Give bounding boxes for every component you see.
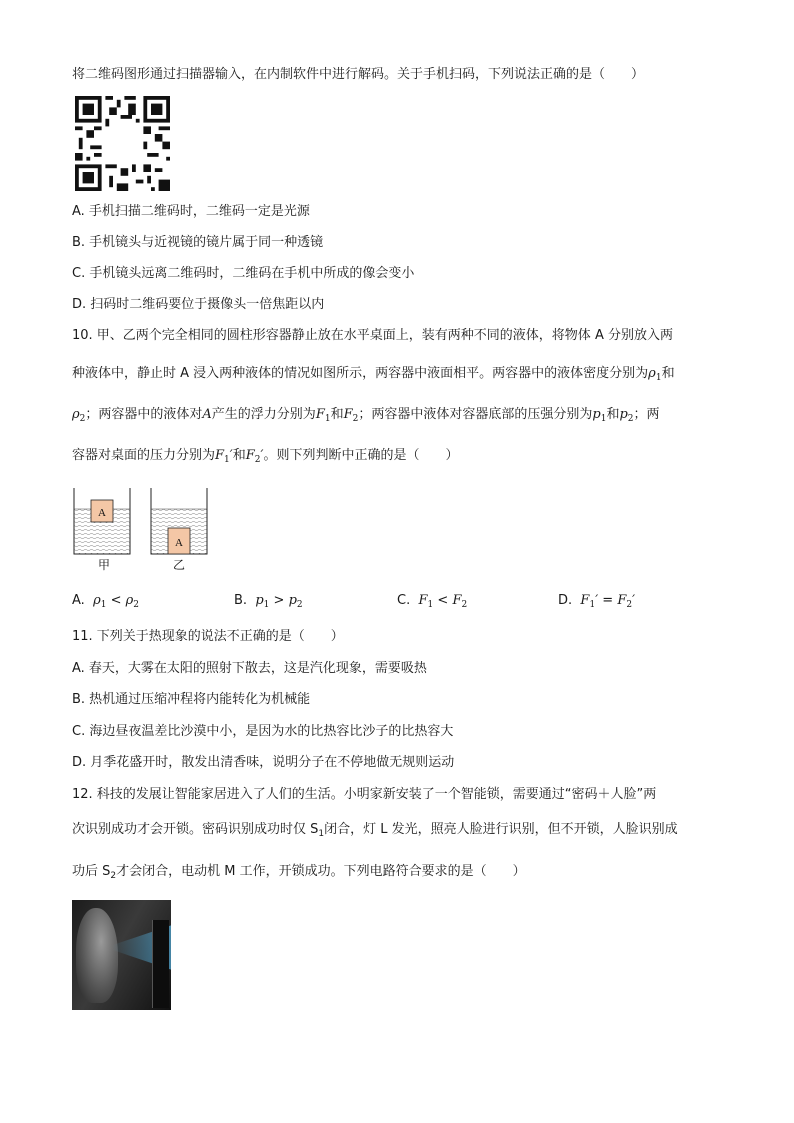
f2-symbol: $F_2$ bbox=[343, 407, 359, 424]
q11-option-b: B. 热机通过压缩冲程将内能转化为机械能 bbox=[72, 692, 311, 707]
block-a-right-label: A bbox=[175, 537, 183, 549]
block-a-left-label: A bbox=[98, 507, 106, 519]
label-yi: 乙 bbox=[172, 558, 186, 572]
rho-1-symbol: $\rho_1$ bbox=[648, 366, 662, 383]
q10-option-a: A. $\rho_1 < \rho_2$ bbox=[72, 593, 140, 610]
q9-option-b: B. 手机镜头与近视镜的镜片属于同一种透镜 bbox=[72, 235, 324, 250]
qr-code-image bbox=[75, 96, 170, 191]
q10-line-4: 容器对桌面的压力分别为$F_1'$和$F_2'$。则下列判断中正确的是（ ） bbox=[72, 448, 459, 465]
q12-line-1: 12. 科技的发展让智能家居进入了人们的生活。小明家新安装了一个智能锁，需要通过“密码＋人脸”两 bbox=[72, 787, 657, 802]
q11-stem: 11. 下列关于热现象的说法不正确的是（ ） bbox=[72, 629, 344, 644]
q11-option-c: C. 海边昼夜温差比沙漠中小，是因为水的比热容比沙子的比热容大 bbox=[72, 724, 454, 739]
rho-2-symbol: $\rho_2$ bbox=[72, 407, 86, 424]
label-jia: 甲 bbox=[97, 558, 111, 572]
q11-option-d: D. 月季花盛开时，散发出清香味，说明分子在不停地做无规则运动 bbox=[72, 755, 455, 770]
f1-symbol: $F_1$ bbox=[315, 407, 331, 424]
q10-option-c: C. $F_1 < F_2$ bbox=[397, 593, 468, 610]
q9-stem: 将二维码图形通过扫描器输入，在内制软件中进行解码。关于手机扫码，下列说法正确的是（ ） bbox=[72, 67, 645, 82]
smart-lock-device bbox=[152, 920, 169, 1008]
q10-option-d: D. $F_1' = F_2'$ bbox=[558, 593, 636, 610]
q10-line-2: 种液体中，静止时 A 浸入两种液体的情况如图所示，两容器中液面相平。两容器中的液体密度分别为$\rho_1$和 bbox=[72, 366, 675, 383]
q10-line-3: $\rho_2$；两容器中的液体对A产生的浮力分别为$F_1$和$F_2$；两容器中液体对容器底部的压强分别为$p_1$和$p_2$；两 bbox=[72, 407, 660, 424]
q10-option-b: B. $p_1 > p_2$ bbox=[234, 593, 303, 610]
f2-prime-symbol: $F_2'$ bbox=[245, 448, 264, 465]
q9-option-d: D. 扫码时二维码要位于摄像头一倍焦距以内 bbox=[72, 297, 325, 312]
q11-option-a: A. 春天，大雾在太阳的照射下散去，这是汽化现象，需要吸热 bbox=[72, 661, 427, 676]
q9-option-c: C. 手机镜头远离二维码时，二维码在手机中所成的像会变小 bbox=[72, 266, 415, 281]
container-jia bbox=[74, 488, 130, 572]
p1-symbol: $p_1$ bbox=[592, 407, 607, 424]
containers-figure bbox=[60, 480, 230, 576]
q12-line-2: 次识别成功才会开锁。密码识别成功时仅 $S_1$闭合，灯 L 发光，照亮人脸进行识别，但不开锁，人脸识别成 bbox=[72, 822, 678, 839]
q12-line-3: 功后 $S_2$才会闭合，电动机 M 工作，开锁成功。下列电路符合要求的是（ ） bbox=[72, 864, 526, 881]
f1-prime-symbol: $F_1'$ bbox=[215, 448, 233, 465]
container-yi bbox=[151, 488, 207, 572]
face-recognition-photo bbox=[72, 900, 171, 1010]
q10-line-1: 10. 甲、乙两个完全相同的圆柱形容器静止放在水平桌面上，装有两种不同的液体，将物体 A 分别放入两 bbox=[72, 328, 673, 343]
p2-symbol: $p_2$ bbox=[619, 407, 634, 424]
face-silhouette bbox=[76, 908, 118, 1003]
q9-option-a: A. 手机扫描二维码时，二维码一定是光源 bbox=[72, 204, 310, 219]
